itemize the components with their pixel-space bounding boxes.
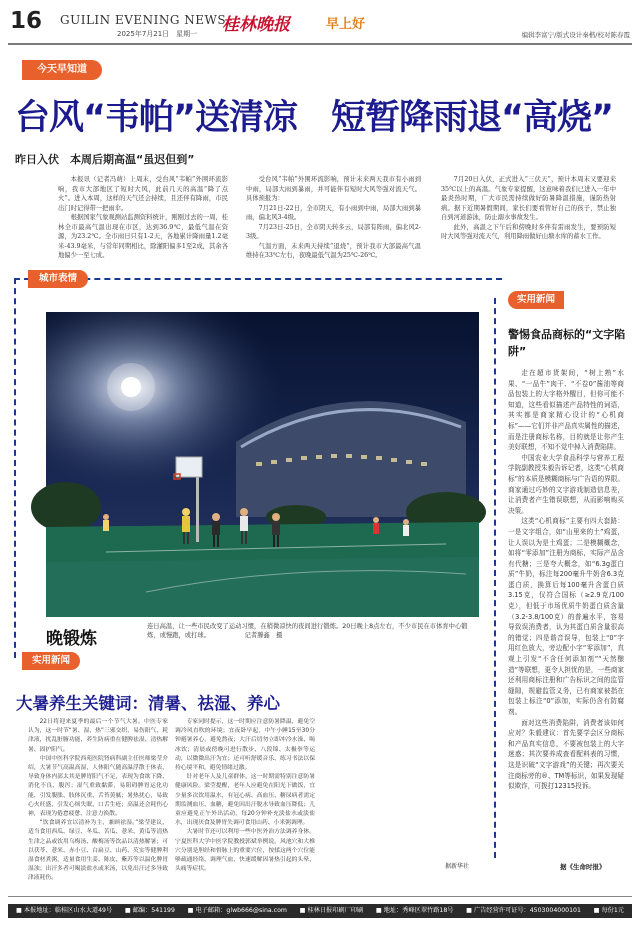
header-rule	[8, 43, 632, 45]
issue-date: 2025年7月21日 星期一	[117, 30, 198, 38]
footer-printer-address: ■ 地址：秀峰区翠竹路18号	[376, 904, 454, 918]
section-badge-today: 今天早知道	[22, 60, 102, 80]
footer-rule	[8, 896, 632, 897]
paper-logo: 桂林晚报	[222, 15, 290, 35]
footer-printer: ■ 桂林日报印刷厂印刷	[300, 904, 364, 918]
lead-column-1	[58, 175, 228, 271]
lead-subhead: 昨日入伏 本周后期高温“虽迟但到”	[15, 153, 195, 166]
paper-name-en: GUILIN EVENING NEWS	[60, 13, 227, 27]
masthead	[0, 0, 640, 44]
lead-column-2	[246, 175, 421, 271]
paragraph: 受台风“韦帕”外围环流影响，预计未来两天我市有小雨到中雨，局部大雨到暴雨，并可能伴有短时大风等强对流天气。具体预报为：	[246, 176, 421, 202]
side-article-source: 据《生命时报》	[560, 863, 606, 871]
side-article-body	[508, 368, 624, 848]
paragraph: 7月20日入伏，正式进入“三伏天”，预计本周末又要迎来35℃以上的高温。气象专家提醒，这意味着我们已进入一年中最炎热时期，广大市民需持续做好防暑降温措施，谨防热射病。据下近期暑假期间，家长们要看管好自己的孩子，禁止独自到河道游泳，防止溺水事故发生。	[441, 176, 616, 221]
paragraph: 本报讯（记者冯萌）上周末，受台风“韦帕”外围环流影响，我市大部地区了短时大风，此前几天的高温“降了点火”。进入本周，这样的天气还会持续，且还伴有降雨，市民出门时记得带一把雨伞。	[58, 176, 228, 212]
footer-ad-license: ■ 广告经营许可证号：4503004000101	[466, 904, 581, 918]
section-badge-news: 实用新闻	[508, 291, 564, 309]
section-name: 早上好	[326, 17, 366, 32]
paragraph: 根据国家气象观测站监测资料统计，刚刚过去的一周，桂林全市最高气温出现在市区，达到36.9℃，最低气温在资源，为23.2℃。全市雨日只有1-2天，各地累计降雨量1.2毫米-43.9毫米，与常年同期相比，除灌阳偏多1至2成，其余各地偏少一至七成。	[58, 214, 229, 259]
dashed-divider-left	[14, 278, 16, 658]
footer-email: ■ 电子邮箱：glwb666@sina.com	[188, 904, 287, 918]
paragraph: 走在超市货架间，“树上熟”水果、“一品牛”肉干、“不卷0”酱油等商品包装上的大字格外醒目，但你可能不知道，这些看似描述产品特性的词语，其实都是商家精心设计的“心机商标”——它们并非产品真实属性的描述，而是注册商标名称，目的就是让你产生美好联想，不知不觉中掉入消费陷阱。	[508, 369, 624, 452]
article2-column-1	[28, 718, 168, 882]
article2-column-2	[175, 718, 315, 873]
dashed-divider-right	[494, 298, 496, 858]
paragraph: 此外，高温之下午后和傍晚时多伴有雷雨发生，要预防短时大风等强对流天气，利用降雨做好山塘水库的蓄水工作。	[441, 223, 616, 240]
paragraph: 这类“心机商标”主要有四大套路：一是文字组合，如“山里来的土”鸡蛋，让人误以为是土鸡蛋；二是模糊概念，如将“零添加”注册为商标，实际产品含有代糖；三是夸大概念，如“6.3g蛋白质”牛奶，标注每200毫升牛奶含6.3克蛋白质，换算后每100毫升含蛋白质3.15克，仅符合国标（≥2.9克/100克），但低于市场优质牛奶蛋白质含量（3.2-3.8/100克）的普遍水平，容易导致误消费者，认为其蛋白质含量很高的错觉；四是谐音误导，包装上“0”字用红色放大，旁边配小字“零添加”，真观上引发“不含任何添加剂”“天然酿造”等联想，更令人担忧的是，一些商家还利用商标注册和广告标识之间的监管缝隙，规避监管义务，已有商家被指在包装上标注“0”添加，实际仍含有防腐剂。	[508, 517, 624, 716]
paragraph: 针对老年人及儿童群体，这一时期需特别注意防暑健康风险。梁莹提醒，老年人应避免在阳光下做饭，宜少量多次饮用温水，有冠心病、高血压、糖尿病者需定期监测血压、血糖，避免因出汗脱水导致血压降低；儿童应避免正午外出活动，每20分钟补充淡盐水或淡盐水，出现厌食及脾胃失调可食用山药、小米粥调理。	[175, 774, 315, 827]
footer-price: ■ 每份1元	[594, 904, 624, 918]
article2-title: 大暑养生关键词：清暑、祛湿、养心	[16, 694, 280, 713]
footer-address: ■ 本报地址：临桂区山水大道49号	[16, 904, 112, 918]
footer-info-bar	[8, 904, 632, 918]
editors-credit: 编辑李富宁/版式设计秦楷/校对陈春霞	[521, 31, 630, 39]
paragraph: 22日将迎来夏季的最后一个节气大暑。中医专家认为，这一时节“暑、湿、热”三邪交织，易伤阳气、耗津液，扰乱脏腑功能，养生防病重在健脾祛湿、清热解暑、固护阳气。	[28, 719, 168, 753]
paragraph: “饮食调养宜以清补为主，兼顾祛湿。”梁莹建议，适当食用西瓜、绿豆、冬瓜、苦瓜、薏米、黄瓜等清热生津之品或饮用乌梅汤、酸梅汤等饮品以清热解暑；可以茯苓、薏米、赤小豆、白扁豆、山药、芡实等健脾利湿食材煮粥，适量食用生姜、陈皮、紫苏等以温化脾胃湿浊；出汗多者可喝淡盐水或米汤，以免出汗过多导致津液耗伤。	[28, 820, 168, 882]
footer-postcode: ■ 邮编：541199	[125, 904, 175, 918]
lead-column-3	[441, 175, 616, 271]
lead-headline: 台风“韦帕”送清凉 短暂降雨退“高烧”	[15, 98, 614, 138]
paragraph: 面对这些消费陷阱，消费者该如何应对？朱毅建议：首先要学会区分商标和产品真实信息，不要被包装上的大字迷惑；其次要养成查看配料表的习惯，这是识破“文字游戏”的关键；再次要关注商标旁的®、TM等标识，如果发现疑似欺诈，可拨打12315投诉。	[508, 718, 624, 791]
page-footer	[0, 896, 640, 927]
page-number: 16	[10, 8, 43, 34]
night-exercise-photo	[46, 312, 479, 617]
article2-byline: 据新华社	[445, 863, 470, 870]
paragraph: 气温方面，未来两天持续“退烧”，预计我市大部最高气温维持在33℃左右，夜晚最低气温为25℃-26℃。	[246, 242, 421, 259]
photo-title: 晚锻炼	[46, 629, 97, 649]
paragraph: 中国农业大学食品科学与营养工程学院副教授朱毅告诉记者，这类“心机商标”的本质是模糊商标与广告语的界限。商家通过巧妙的文字游戏制造信息差，让消费者产生错误联想，从而影响购买决策。	[508, 453, 624, 515]
section-badge-city: 城市表情	[28, 270, 88, 288]
side-article-title: 警惕食品商标的“文字陷阱”	[508, 328, 626, 358]
paragraph: 大暑时节还可以利用一些中医外治方法调养身体。宁夏医科大学中医学院教授郭斌举例说，风池穴和大椎穴分别是胆经和督脉上的重要穴位，按揉这两个穴位能够疏通经络、调理气血，快速缓解因暑热引起的头晕、头痛等症状。	[175, 829, 315, 873]
paragraph: 专家同时提示，这一时期应注意防暑降温，避免空调冷风直吹的环境；宜夜卧早起，中午小睡15至30分钟避暑养心，避免熬夜；大汗后切勿立即冲冷水澡、喝冰饮；清晨或傍晚可进行散步、八段锦、太极拳等运动，以微微出汗为宜；还可听舒缓音乐、练习书法以保持心境平和，避免情绪过激。	[175, 719, 315, 772]
paragraph: 7月23日-25日，全市阴天转多云，局部有阵雨，偏北风2-3级。	[246, 223, 421, 240]
photo-caption: 连日高温，让一些市民改变了运动习惯，在稍微凉快的夜间进行锻炼。20日晚上8点左右，不少市民在市体育中心锻炼，或慢跑，或打球。 记者滕鑫 摄	[147, 623, 468, 639]
paragraph: 7月21日-22日，全市阴天，有小雨到中雨，局部大雨到暴雨，偏北风3-4级。	[246, 204, 421, 221]
paragraph: 中国中医科学院西苑医院肾病科副主任医师梁莹介绍，大暑节气高温高湿，人体阳气随高温浮散于体表，导致身体内部太其是脾胃阳气不足，表现为食欲下降、消化不良、腹泻；湿气重致黏滞，易阻碍脾胃运化功能，引发腹胀、肢体沉重、舌苔黄腻；暑热扰心，易致心火旺盛，引发心烦失眠、口舌生疮；高温还会耗伤心神，表现为倦怠疲惫、注意力涣散。	[28, 755, 168, 818]
section-badge-news-2: 实用新闻	[22, 652, 80, 670]
